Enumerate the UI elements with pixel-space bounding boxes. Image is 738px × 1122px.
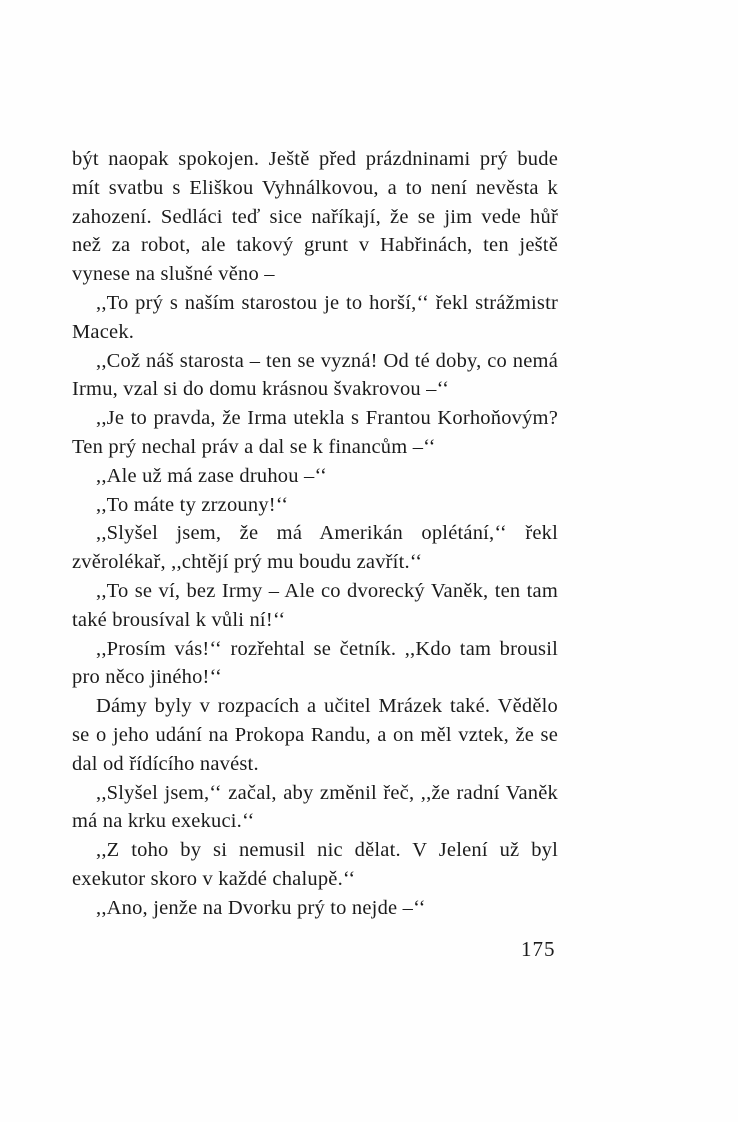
paragraph: ,,To máte ty zrzouny!‘‘ — [96, 493, 289, 516]
body-text — [72, 145, 558, 923]
paragraph: být naopak spokojen. Ještě před prázdninami prý bude mít svatbu s Eliškou Vyhnálkovou, a to není nevěsta k zahození. Sedláci teď sice naříkají, že se jim vede hůř než za robot, ale takový grunt v Habřinách, ten ještě vynese na slušné věno – — [72, 148, 558, 286]
paragraph: ,,Ano, jenže na Dvorku prý to nejde –‘‘ — [96, 896, 426, 919]
paragraph: ,,Je to pravda, že Irma utekla s Frantou Korhoňovým? Ten prý nechal práv a dal se k financům –‘‘ — [72, 407, 558, 458]
paragraph: ,,Což náš starosta – ten se vyzná! Od té doby, co nemá Irmu, vzal si do domu krásnou švakrovou –‘‘ — [72, 349, 558, 401]
paragraph: Dámy byly v rozpacích a učitel Mrázek také. Vědělo se o jeho udání na Prokopa Randu, a on měl vztek, že se dal od řídícího navést. — [72, 695, 558, 775]
paragraph: ,,To prý s naším starostou je to horší,‘‘ řekl strážmistr Macek. — [72, 291, 558, 343]
page-number: 175 — [521, 937, 556, 961]
paragraph: ,,Prosím vás!‘‘ rozřehtal se četník. ,,Kdo tam brousil pro něco jiného!‘‘ — [72, 637, 558, 689]
paragraph: ,,Z toho by si nemusil nic dělat. V Jelení už byl exekutor skoro v každé chalupě.‘‘ — [72, 839, 558, 890]
paragraph: ,,Ale už má zase druhou –‘‘ — [96, 464, 328, 487]
paragraph: ,,Slyšel jsem, že má Amerikán oplétání,‘‘ řekl zvěrolékař, ,,chtějí prý mu boudu zavřít.‘‘ — [72, 522, 558, 574]
paragraph: ,,Slyšel jsem,‘‘ začal, aby změnil řeč, ,,že radní Vaněk má na krku exekuci.‘‘ — [72, 781, 558, 833]
paragraph: ,,To se ví, bez Irmy – Ale co dvorecký Vaněk, ten tam také brousíval k vůli ní!‘‘ — [72, 579, 558, 631]
